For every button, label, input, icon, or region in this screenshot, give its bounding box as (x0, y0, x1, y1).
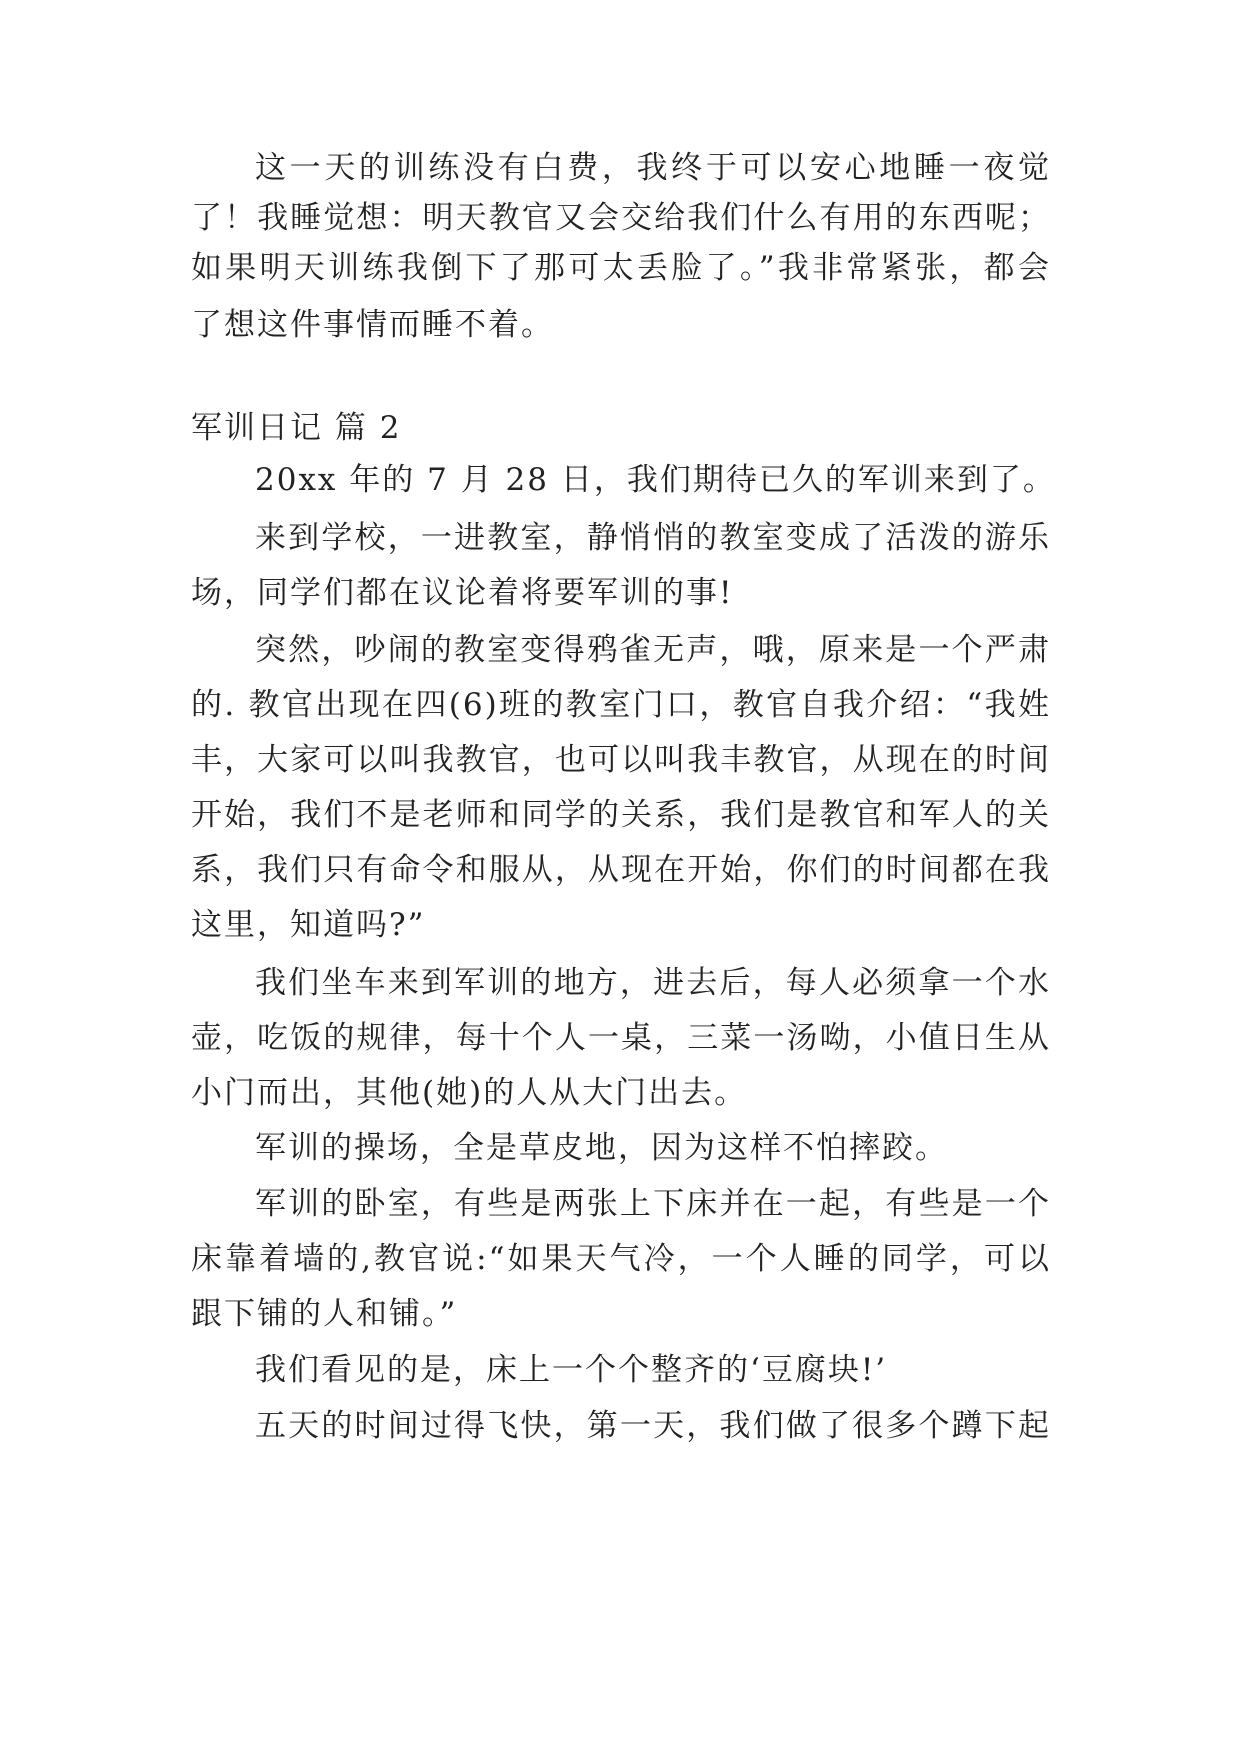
intro-line-3: 如果明天训练我倒下了那可太丢脸了。”我非常紧张，都会 (191, 250, 1051, 286)
paragraph-3-line-2: 的. 教官出现在四(6)班的教室门口，教官自我介绍：“我姓 (191, 687, 1051, 723)
paragraph-3-line-6: 这里，知道吗?” (191, 907, 426, 943)
paragraph-3-line-5: 系，我们只有命令和服从，从现在开始，你们的时间都在我 (191, 852, 1051, 888)
paragraph-5-line-1: 军训的操场，全是草皮地，因为这样不怕摔跤。 (255, 1130, 948, 1166)
paragraph-2-line-2: 场，同学们都在议论着将要军训的事! (191, 575, 734, 611)
paragraph-8-line-1: 五天的时间过得飞快，第一天，我们做了很多个蹲下起 (255, 1408, 1051, 1444)
intro-line-2: 了！我睡觉想：明天教官又会交给我们什么有用的东西呢； (191, 200, 1051, 236)
paragraph-6-line-2: 床靠着墙的,教官说:“如果天气冷，一个人睡的同学，可以 (191, 1241, 1051, 1277)
paragraph-6-line-1: 军训的卧室，有些是两张上下床并在一起，有些是一个 (255, 1186, 1051, 1222)
paragraph-6-line-3: 跟下铺的人和铺。” (191, 1296, 458, 1332)
paragraph-3-line-3: 丰，大家可以叫我教官，也可以叫我丰教官，从现在的时间 (191, 742, 1051, 778)
paragraph-3-line-4: 开始，我们不是老师和同学的关系，我们是教官和军人的关 (191, 797, 1051, 833)
paragraph-4-line-3: 小门而出，其他(她)的人从大门出去。 (191, 1075, 748, 1111)
paragraph-1-line-1: 20xx 年的 7 月 28 日，我们期待已久的军训来到了。 (255, 462, 1056, 498)
paragraph-7-line-1: 我们看见的是，床上一个个整齐的‘豆腐块!’ (255, 1352, 888, 1388)
paragraph-4-line-2: 壶，吃饭的规律，每十个人一桌，三菜一汤呦，小值日生从 (191, 1020, 1051, 1056)
paragraph-4-line-1: 我们坐车来到军训的地方，进去后，每人必须拿一个水 (255, 965, 1051, 1001)
intro-line-1: 这一天的训练没有白费，我终于可以安心地睡一夜觉 (255, 150, 1051, 186)
section-title: 军训日记 篇 2 (191, 410, 402, 446)
paragraph-3-line-1: 突然，吵闹的教室变得鸦雀无声，哦，原来是一个严肃 (255, 632, 1051, 668)
paragraph-2-line-1: 来到学校，一进教室，静悄悄的教室变成了活泼的游乐 (255, 520, 1051, 556)
intro-line-4: 了想这件事情而睡不着。 (191, 307, 554, 343)
